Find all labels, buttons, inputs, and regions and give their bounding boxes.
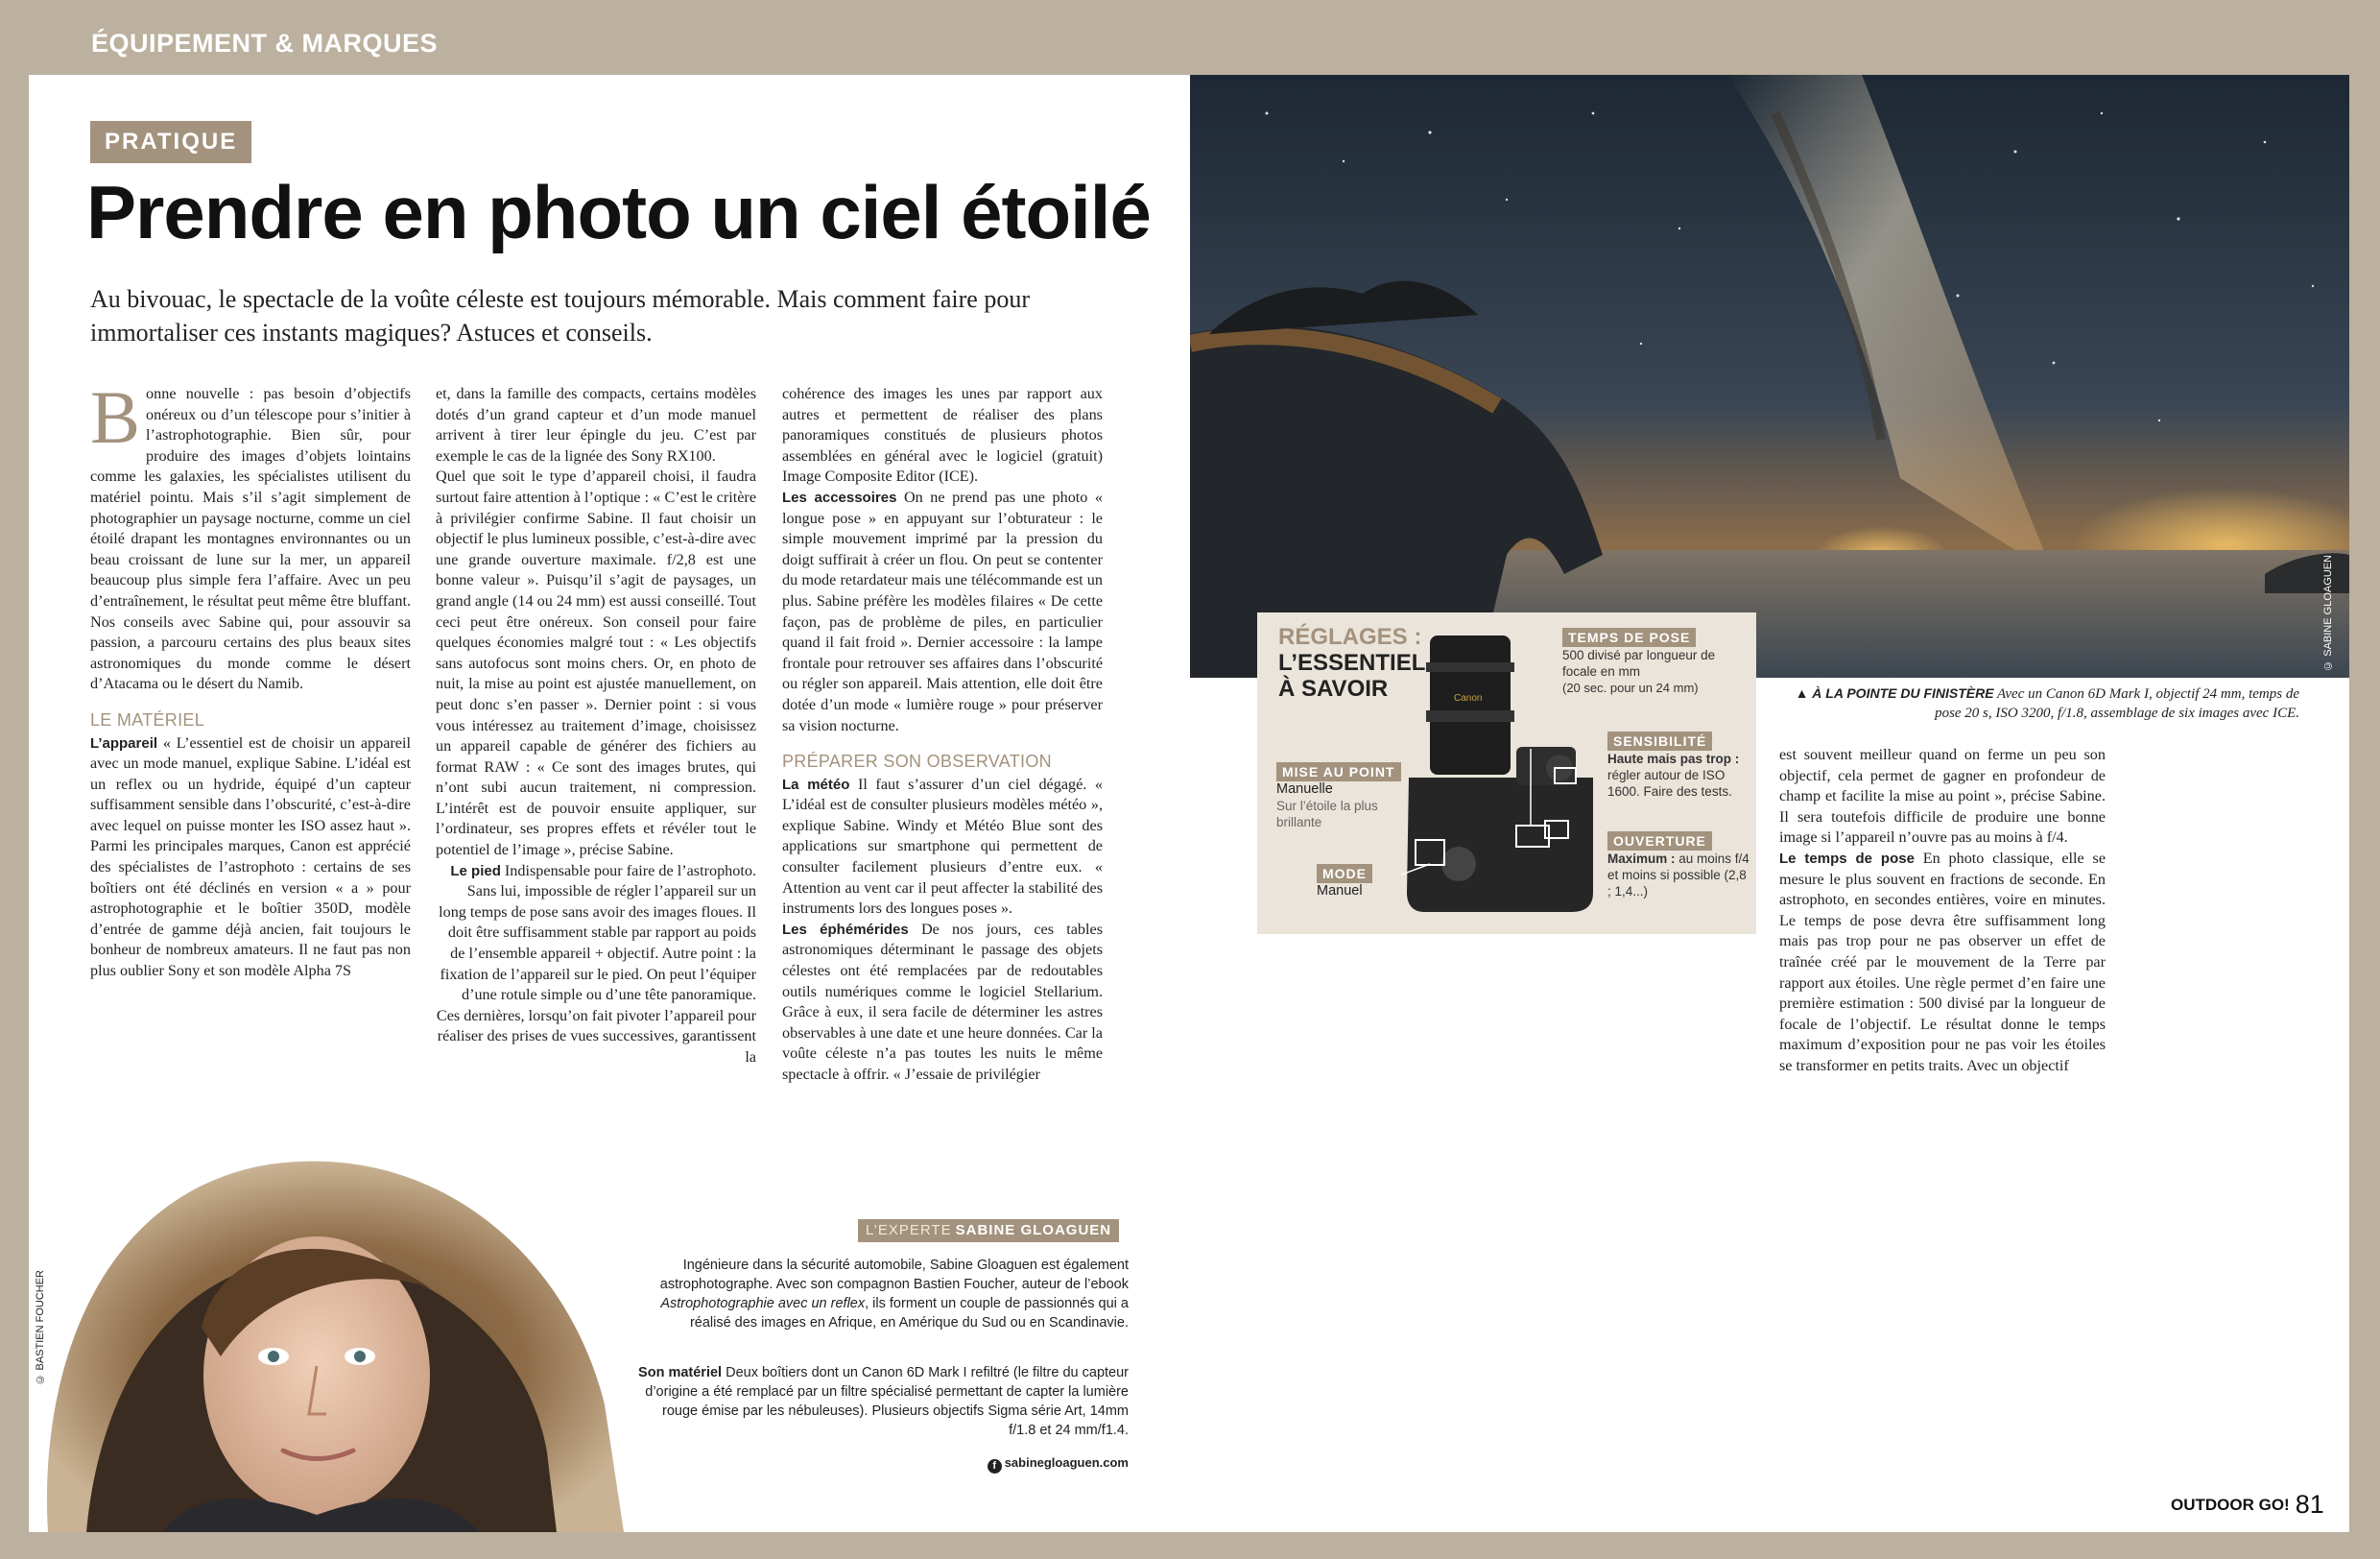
svg-text:Canon: Canon [1454, 693, 1483, 704]
caption-text: Avec un Canon 6D Mark I, objectif 24 mm, temps de pose 20 s, ISO 3200, f/1.8, assemblage de six images avec ICE. [1935, 686, 2299, 721]
paragraph: et, dans la famille des compacts, certains modèles dotés d’un grand capteur et d’un mode manuel arrivent à tirer leur épingle du jeu. C’est par exemple le cas de la lignée des Sony RX100. [436, 385, 756, 465]
lead-in: Les accessoires [782, 489, 897, 506]
website-link[interactable]: sabinegloaguen.com [1004, 1455, 1129, 1470]
subhead-observation: PRÉPARER SON OBSERVATION [782, 752, 1052, 772]
temps-sub: (20 sec. pour un 24 mm) [1562, 681, 1699, 695]
mise-au-point-callout [1276, 762, 1401, 830]
temps-text: 500 divisé par longueur de focale en mm [1562, 648, 1716, 679]
page-number: 81 [2295, 1490, 2324, 1519]
photo-credit: © SABINE GLOAGUEN [2322, 555, 2334, 671]
text-column-2 [436, 384, 756, 1068]
paragraph: cohérence des images les unes par rapport aux autres et permettent de réaliser des plans panoramiques constitués de plusieurs photos assemblées en général avec le logiciel (gratuit) Image Composite Editor (ICE). [782, 385, 1103, 486]
lead-in: Les éphémérides [782, 921, 909, 938]
page-footer [2171, 1490, 2324, 1520]
article-intro: Au bivouac, le spectacle de la voûte céleste est toujours mémorable. Mais comment faire pour immortaliser ces instants magiques? Astuces et conseils. [90, 285, 1030, 348]
expert-bio [653, 1256, 1129, 1332]
paragraph: « L’essentiel est de choisir un appareil avec un mode manuel, explique Sabine. L’idéal est un reflex ou un hydride, équipé d’un capteur suffisamment sensible dans l’obscurité, c’est-à-dire avec lequel on puisse monter les ISO assez haut ». Parmi les principales marques, Canon est apprécié des spécialistes de l’astrophoto : certains de ses boîtiers ont été déclinés en version « a » pour astrophotographie et le boîtier 350D, modèle d’entrée de gamme déjà ancien, fait toujours le bonheur de nombreux amateurs. Il ne faut pas non plus oublier Sony et son modèle Alpha 7S [90, 733, 411, 980]
paragraph: On ne prend pas une photo « longue pose » en appuyant sur l’obturateur : le simple mouvement imprimé par la pression du doigt suffirait à créer un flou. On peut se contenter du mode retardateur mais une télécommande est un plus. Sabine préfère les modèles filaires « De cette façon, pas de problème de piles, en particulier quand il fait froid ». Dernier accessoire : la lampe frontale pour retrouver ses affaires dans l’obscurité ou régler son appareil. Mais attention, elle doit être dotée d’un mode « lumière rouge » pour préserver sa vision nocturne. [782, 488, 1104, 734]
ouverture-label: OUVERTURE [1607, 831, 1712, 851]
temps-de-pose-callout [1562, 628, 1745, 696]
sensibilite-callout [1607, 732, 1751, 800]
reglages-infographic [1257, 612, 1756, 934]
expert-equipment [633, 1363, 1129, 1440]
mise-sub: Sur l’étoile la plus brillante [1276, 799, 1378, 829]
portrait-photo [29, 1088, 643, 1532]
paragraph: En photo classique, elle se mesure le plus souvent en fractions de seconde. En astrophoto, en secondes entières, voire en minutes. Le temps de pose devra être suffisamment long mais pas trop pour ne pas observer un effet de traînée créé par le mouvement de la Terre par rapport aux étoiles. Une règle permet d’en faire une première estimation : 500 divisé par la longueur de focale de l’objectif. Le résultat donne le temps maximum d’exposition pour ne pas voir les étoiles se transformer en petits traits. Avec un objectif [1779, 849, 2106, 1074]
section-header: ÉQUIPEMENT & MARQUES [91, 29, 439, 58]
equipment-text: Deux boîtiers dont un Canon 6D Mark I refiltré (le filtre du capteur d’origine a été remplacé par un filtre spécialisé permettant de capter la lumière rouge émise par les nébuleuses). Plusieurs objectifs Sigma série Art, 14mm f/1.8 et 24 mm/f1.4. [645, 1365, 1129, 1438]
lead-in: La météo [782, 776, 850, 793]
sensibilite-bold: Haute mais pas trop : [1607, 752, 1740, 766]
paragraph: Il faut s’assurer d’un ciel dégagé. « L’idéal est de consulter plusieurs modèles météo », explique Sabine. Windy et Météo Blue sont des applications sur smartphone qui permettent de consulter facilement plusieurs d’entre eux. « Attention au vent car il peut affecter la stabilité des instruments lors des longues poses ». [782, 775, 1103, 918]
lead-in: Le temps de pose [1779, 850, 1915, 867]
expert-tag-label: L’EXPERTE [866, 1222, 952, 1238]
lead-in: L’appareil [90, 734, 158, 752]
expert-tag [858, 1219, 1119, 1242]
sensibilite-label: SENSIBILITÉ [1607, 732, 1712, 751]
paragraph: est souvent meilleur quand on ferme un peu son objectif, cela permet de gagner en profondeur de champ et facilite la mise au point », précise Sabine. Il sera toutefois difficile de produire une bonne image si l’appareil n’ouvre pas au moins à f/4. [1779, 746, 2106, 847]
paragraph: Indispensable pour faire de l’astrophoto. Sans lui, impossible de régler l’appareil sur un long temps de pose sans avoir des images floues. Il doit être suffisamment stable par rapport au poids de l’ensemble appareil + objectif. Autre point : la fixation de l’appareil sur le pied. On peut l’équiper d’une rotule simple ou d’une tête panoramique. Ces dernières, lorsqu’on fait pivoter l’appareil pour réaliser des prises de vues successives, garantissent la [436, 861, 756, 1066]
reglages-title: RÉGLAGES : L’ESSENTIEL À SAVOIR [1278, 624, 1426, 702]
portrait-illustration [29, 1088, 643, 1532]
ebook-title: Astrophotographie avec un reflex [660, 1296, 866, 1311]
mode-text: Manuel [1317, 883, 1363, 899]
mise-text: Manuelle [1276, 781, 1333, 797]
subhead-materiel: LE MATÉRIEL [90, 709, 204, 730]
ouverture-bold: Maximum : [1607, 851, 1676, 866]
photo-caption [1785, 684, 2299, 723]
magazine-name: OUTDOOR GO! [2171, 1496, 2290, 1514]
mise-label: MISE AU POINT [1276, 762, 1401, 781]
bio-text: Ingénieure dans la sécurité automobile, Sabine Gloaguen est également astrophotographe. Avec son compagnon Bastien Foucher, auteur de l’ebook [659, 1258, 1129, 1292]
article-title: Prendre en photo un ciel étoilé [86, 170, 1151, 254]
mode-label: MODE [1317, 864, 1372, 883]
text-column-4 [1779, 745, 2106, 1077]
night-sky-photo [1190, 75, 2349, 678]
text-column-1 [90, 375, 411, 982]
expert-website[interactable] [969, 1455, 1129, 1474]
temps-label: TEMPS DE POSE [1562, 628, 1696, 647]
portrait-credit: © BASTIEN FOUCHER [35, 1270, 46, 1385]
paragraph: De nos jours, ces tables astronomiques déterminant le passage des objets célestes ont été remplacées par de redoutables outils numériques comme le logiciel Stellarium. Grâce à eux, il sera facile de déterminer les astres observables à une date et une heure données. Car la voûte céleste n’a pas toutes les nuits le même spectacle à offrir. « J’essaie de privilégier [782, 920, 1103, 1083]
bio-text: , ils forment un couple de passionnés qui a réalisé des images en Afrique, en Amérique du Sud ou en Scandinavie. [689, 1296, 1129, 1331]
text-column-3 [782, 384, 1103, 1086]
sensibilite-text: régler autour de ISO 1600. Faire des tests. [1607, 768, 1732, 799]
lead-in: Le pied [450, 862, 501, 879]
left-page [29, 75, 1190, 1532]
expert-name: SABINE GLOAGUEN [955, 1222, 1112, 1238]
ouverture-callout [1607, 831, 1751, 899]
ouverture-text: au moins f/4 et moins si possible (2,8 ; 1,4...) [1607, 851, 1749, 899]
night-sky-illustration [1190, 75, 2349, 678]
paragraph: onne nouvelle : pas besoin d’objectifs onéreux ou d’un télescope pour s’initier à l’astrophotographie. Bien sûr, pour produire des images d’objets lointains comme les galaxies, les spécialistes utilisent du matériel pointu. Mais s’il s’agit simplement de photographier un paysage nocturne, comme un ciel étoilé drapant les montagnes environnantes ou un beau croissant de lune sur la mer, un appareil beaucoup plus simple fera l’affaire. Avec un peu d’entraînement, le résultat peut même être bluffant. Nos conseils avec Sabine qui, pour assouvir sa passion, a parcouru certains des plus beaux sites astronomiques du monde comme le désert d’Atacama ou le désert du Namib. [90, 385, 411, 693]
drop-cap: B [90, 375, 141, 459]
right-page [1190, 75, 2349, 1532]
lead-in: Son matériel [638, 1365, 723, 1380]
facebook-icon: f [988, 1459, 1002, 1474]
category-tag: PRATIQUE [90, 121, 251, 163]
paragraph: Quel que soit le type d’appareil choisi, il faudra surtout faire attention à l’optique : « C’est le critère à privilégier confirme Sabine. Il faut choisir un objectif le plus lumineux possible, c’est-à-dire avec une grande ouverture maximale. f/2,8 est une bonne valeur ». Puisqu’il s’agit de paysages, un grand angle (14 ou 24 mm) est aussi conseillé. Tout ceci peut être onéreux. Son conseil pour faire quelques économies malgré tout : « Les objectifs sans autofocus sont moins chers. Or, en photo de nuit, la mise au point est ajustée manuellement, on peut donc s’en passer ». Dernier point : si vous vous intéressez au traitement d’image, choisissez un appareil capable de générer des fichiers au format RAW : « Ce sont des images brutes, qui n’ont subi aucun traitement, ni compression. L’intérêt est de pouvoir ensuite appliquer, sur l’ordinateur, ses propres effets et révéler tout le potentiel de l’image », précise Sabine. [436, 468, 756, 859]
mode-callout [1317, 864, 1372, 899]
caption-lead: ▲ À LA POINTE DU FINISTÈRE [1795, 685, 1994, 701]
